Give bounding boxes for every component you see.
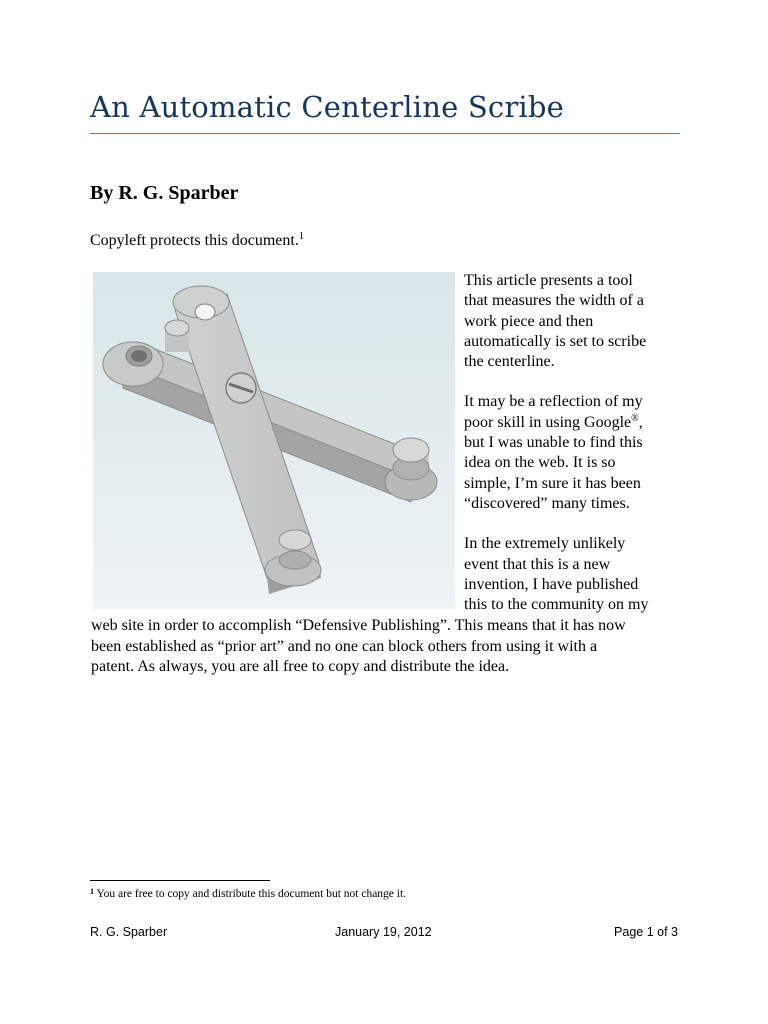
copyleft-text: Copyleft protects this document. (90, 232, 299, 249)
footnote (90, 887, 406, 900)
text-line: This article presents a tool (464, 272, 633, 289)
text-line: It may be a reflection of my (464, 393, 643, 411)
intro-wrapped-text (464, 271, 684, 615)
scribe-tool-illustration (93, 272, 455, 609)
intro-paragraph (464, 271, 684, 372)
google-suffix: , (638, 413, 643, 431)
text-line: In the extremely unlikely (464, 535, 626, 553)
text-line: that measures the width of a (464, 292, 644, 310)
text-line: “discovered” many times. (464, 494, 630, 512)
footer-author: R. G. Sparber (90, 925, 168, 939)
footnote-ref: 1 (298, 231, 304, 242)
text-line: been established as “prior art” and no one can block others from using it with a (91, 637, 598, 655)
text-line: web site in order to accomplish “Defensive Publishing”. This means that it has now (91, 617, 626, 634)
text-line: poor skill in using Google (464, 413, 632, 431)
author-heading: By R. G. Sparber (90, 182, 239, 204)
footnote-text: You are free to copy and distribute this document but not change it. (96, 888, 407, 900)
text-line: this to the community on my (464, 596, 649, 614)
footer-date: January 19, 2012 (335, 925, 432, 939)
text-line: automatically is set to scribe (464, 332, 647, 350)
text-line: invention, I have published (464, 575, 639, 593)
text-line: simple, I’m sure it has been (464, 474, 641, 492)
text-line: idea on the web. It is so (464, 454, 616, 472)
footnote-separator (90, 880, 270, 881)
text-line: the centerline. (464, 353, 555, 371)
document-title: An Automatic Centerline Scribe (90, 90, 565, 124)
scribe-3d-render (93, 272, 455, 609)
footer-page-number: Page 1 of 3 (614, 925, 678, 939)
text-line: work piece and then (464, 312, 594, 330)
publishing-paragraph (464, 534, 684, 615)
registered-mark: ® (631, 412, 639, 424)
reflection-paragraph (464, 392, 684, 514)
text-line: but I was unable to find this (464, 434, 643, 452)
text-line: event that this is a new (464, 555, 611, 573)
copyleft-notice (90, 231, 304, 250)
footnote-number: 1 (90, 887, 94, 896)
publishing-continuation (91, 616, 691, 678)
text-line: patent. As always, you are all free to copy and distribute the idea. (91, 658, 510, 676)
title-underline (90, 133, 680, 134)
